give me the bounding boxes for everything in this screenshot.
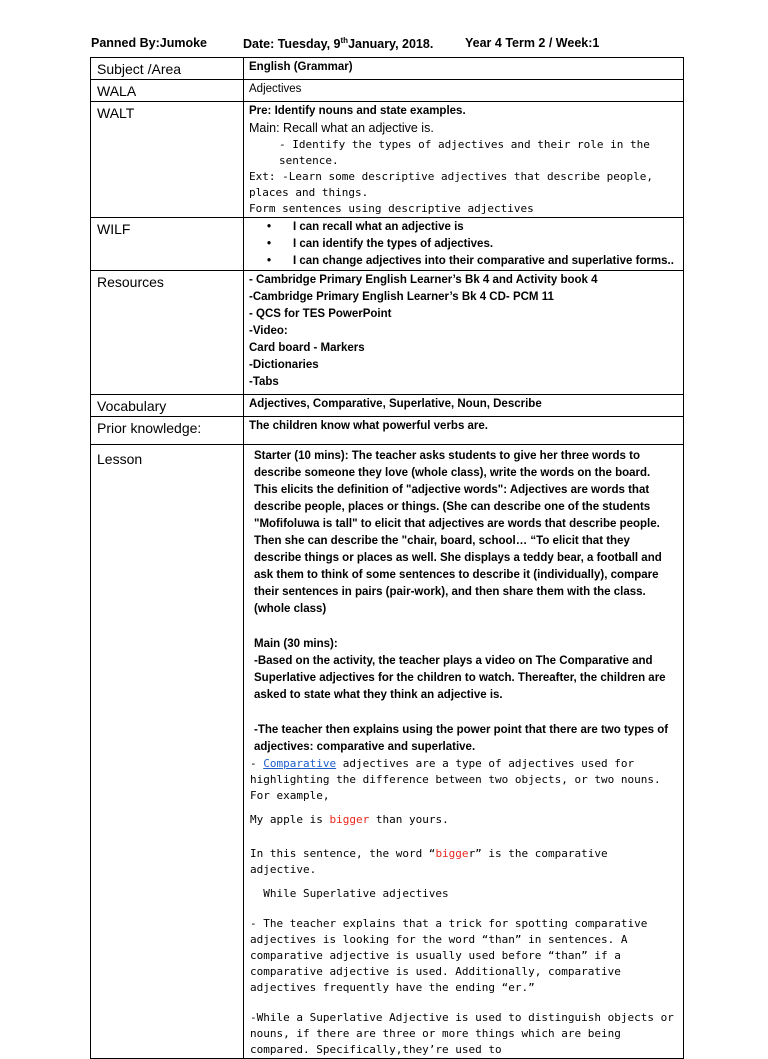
walt-main-sub: - Identify the types of adjectives and their role in the sentence. — [279, 138, 650, 167]
wilf-label: WILF — [91, 218, 244, 271]
resource-item: -Video: — [249, 325, 288, 337]
lesson-starter: Starter (10 mins): The teacher asks students to give her three words to describe someone they love (whole class), write the words on the board. This elicits the definition of "adjective words": Adjectives are words that describe people, places or things. (She can describe one of the students "Mofifoluwa is tall" to elicit that adjectives are words that describe people. Then she can describe the "chair, board, school… “To elicit that they describe things or places as well. She displays a teddy bear, a football and ask them to think of some sentences to describe it (individually), compare their sentences in pairs (pair-work), and then share them with the class. (whole class) — [254, 450, 662, 615]
resource-item: Card board - Markers — [249, 342, 365, 354]
lesson-plan-table — [90, 57, 684, 1059]
lesson-apple-example: My apple is bigger than yours. — [250, 813, 449, 826]
row-subject — [91, 58, 684, 80]
lesson-trick: - The teacher explains that a trick for spotting comparative adjectives is looking for the word “than” in sentences. A comparative adjective is usually used before “than” if a comparative adjective is used. Additionally, comparative adjectives frequently have the ending “er.” — [250, 917, 648, 994]
row-walt — [91, 102, 684, 218]
document-header — [91, 36, 691, 56]
prior-knowledge-label: Prior knowledge: — [91, 417, 244, 445]
vocabulary-value: Adjectives, Comparative, Superlative, Noun, Describe — [244, 395, 684, 417]
resource-item: -Tabs — [249, 376, 279, 388]
lesson-main-text: -Based on the activity, the teacher plays a video on The Comparative and Superlative adjectives for the children to watch. Thereafter, the children are asked to state what they think an adjective is. — [254, 655, 666, 701]
year-term-week: Year 4 Term 2 / Week:1 — [465, 36, 600, 50]
lesson-while-superlative: While Superlative adjectives — [250, 887, 449, 900]
walt-form: Form sentences using descriptive adjectives — [249, 202, 534, 215]
wilf-content — [244, 218, 684, 271]
row-prior-knowledge — [91, 417, 684, 445]
row-vocabulary — [91, 395, 684, 417]
vocabulary-label: Vocabulary — [91, 395, 244, 417]
walt-main: Main: Recall what an adjective is. — [249, 121, 434, 135]
subject-value: English (Grammar) — [244, 58, 684, 80]
row-wala — [91, 80, 684, 102]
resource-item: - Cambridge Primary English Learner’s Bk 4 and Activity book 4 — [249, 274, 598, 286]
lesson-label: Lesson — [91, 445, 244, 1059]
lesson-comparative: - Comparative adjectives are a type of adjectives used for highlighting the difference between two objects, or two nouns. — [250, 757, 661, 786]
comparative-link[interactable]: Comparative — [263, 757, 337, 770]
lesson-for-example: For example, — [250, 789, 330, 802]
lesson-main-heading: Main (30 mins): — [254, 638, 338, 650]
lesson-superlative: -While a Superlative Adjective is used to distinguish objects or nouns, if there are three or more things which are being compared. Specifically,they’re used to — [250, 1011, 674, 1056]
subject-label: Subject /Area — [91, 58, 244, 80]
resource-item: -Dictionaries — [249, 359, 319, 371]
lesson-explain: -The teacher then explains using the power point that there are two types of adjectives: comparative and superlative. — [254, 724, 669, 753]
wilf-item: • I can change adjectives into their comparative and superlative forms.. — [249, 253, 683, 270]
walt-ext: Ext: -Learn some descriptive adjectives that describe people, places and things. — [249, 170, 653, 199]
lesson-date: Date: Tuesday, 9thJanuary, 2018. — [243, 36, 434, 52]
lesson-content — [244, 445, 684, 1059]
row-resources — [91, 271, 684, 395]
resources-label: Resources — [91, 271, 244, 395]
resources-content — [244, 271, 684, 395]
prior-knowledge-value: The children know what powerful verbs are. — [244, 417, 684, 445]
resource-item: - QCS for TES PowerPoint — [249, 308, 392, 320]
wala-value: Adjectives — [244, 80, 684, 102]
wilf-item: • I can recall what an adjective is — [249, 219, 683, 236]
lesson-in-sentence: In this sentence, the word “bigger” is the comparative adjective. — [250, 847, 608, 876]
planned-by: Panned By:Jumoke — [91, 36, 208, 50]
row-wilf — [91, 218, 684, 271]
row-lesson — [91, 445, 684, 1059]
walt-label: WALT — [91, 102, 244, 218]
walt-content — [244, 102, 684, 218]
wilf-list — [249, 219, 683, 270]
wala-label: WALA — [91, 80, 244, 102]
resource-item: -Cambridge Primary English Learner’s Bk 4 CD- PCM 11 — [249, 291, 554, 303]
wilf-item: • I can identify the types of adjectives. — [249, 236, 683, 253]
walt-pre: Pre: Identify nouns and state examples. — [249, 105, 466, 117]
